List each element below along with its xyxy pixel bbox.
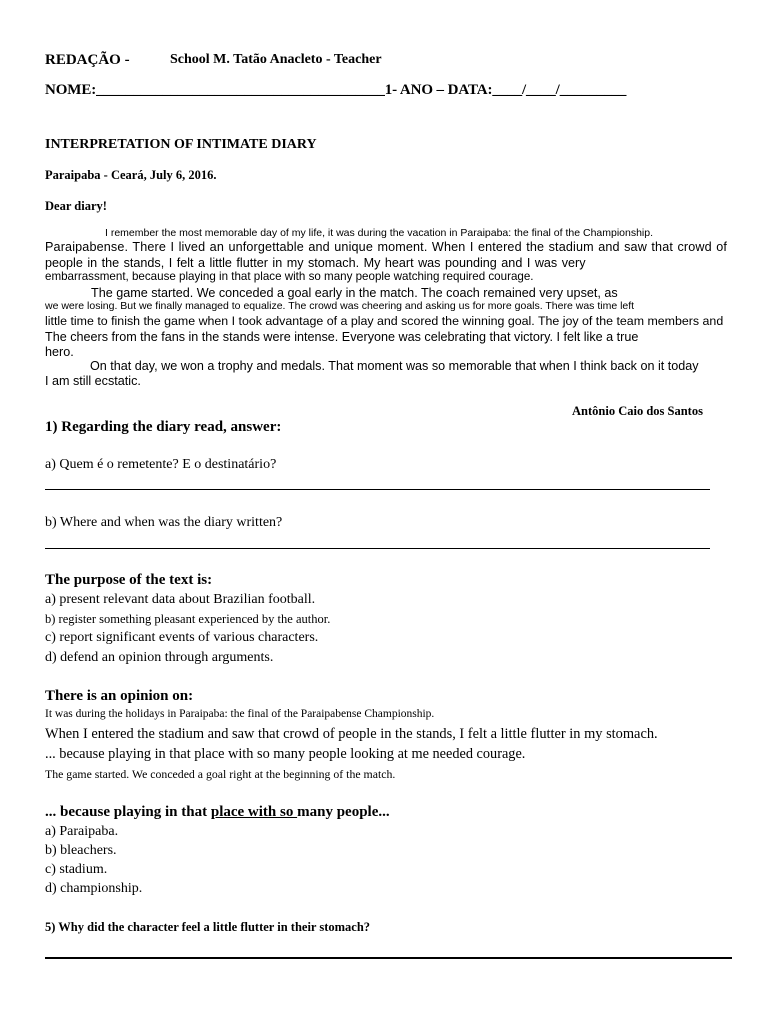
option-3c: ... because playing in that place with so many people looking at me needed courage. [45, 746, 526, 762]
option-4c: c) stadium. [45, 862, 108, 877]
diary-line: little time to finish the game when I took advantage of a play and scored the winning goal. The joy of the team members and [45, 314, 724, 328]
question-1b: b) Where and when was the diary written? [45, 515, 283, 530]
diary-line: people in the stands, I felt a little flutter in my stomach. My heart was pounding and I was very [45, 256, 586, 270]
option-3a: It was during the holidays in Paraipaba: the final of the Paraipabense Championship. [45, 708, 435, 720]
place-date: Paraipaba - Ceará, July 6, 2016. [45, 168, 217, 182]
option-2b: b) register something pleasant experienced by the author. [45, 612, 331, 626]
question-4-heading-pre: ... because playing in that [45, 804, 211, 820]
option-4a: a) Paraipaba. [45, 824, 119, 839]
diary-line: The cheers from the fans in the stands were intense. Everyone was celebrating that victory. I felt like a true [45, 330, 639, 344]
diary-line: Paraipabense. There I lived an unforgettable and unique moment. When I entered the stadium and saw that crowd of [45, 240, 728, 254]
diary-line: I am still ecstatic. [45, 374, 141, 388]
diary-line: I remember the most memorable day of my life, it was during the vacation in Paraipaba: the final of the Championship. [105, 227, 654, 239]
question-4-heading-post: many people... [297, 804, 390, 820]
question-4-heading-underlined: place with so [210, 804, 298, 820]
question-1-heading: 1) Regarding the diary read, answer: [45, 419, 282, 435]
option-3b: When I entered the stadium and saw that crowd of people in the stands, I felt a little flutter in my stomach. [45, 726, 658, 742]
question-5-heading: 5) Why did the character feel a little flutter in their stomach? [45, 920, 371, 934]
question-4-heading [45, 804, 390, 821]
option-3d: The game started. We conceded a goal right at the beginning of the match. [45, 767, 396, 781]
option-2d: d) defend an opinion through arguments. [45, 650, 274, 665]
diary-line: hero. [45, 345, 74, 359]
option-4b: b) bleachers. [45, 843, 117, 858]
diary-line: On that day, we won a trophy and medals. That moment was so memorable that when I think back on it today [90, 359, 699, 373]
option-2c: c) report significant events of various characters. [45, 630, 319, 645]
redacao-label: REDAÇÃO - [45, 52, 130, 68]
answer-line-1b[interactable] [45, 548, 710, 549]
author: Antônio Caio dos Santos [572, 404, 703, 418]
question-1a: a) Quem é o remetente? E o destinatário? [45, 457, 277, 472]
option-4d: d) championship. [45, 881, 143, 896]
greeting: Dear diary! [45, 199, 107, 213]
diary-line: The game started. We conceded a goal early in the match. The coach remained very upset, as [91, 286, 618, 300]
diary-line: we were losing. But we finally managed to equalize. The crowd was cheering and asking us for more goals. There was time left [45, 300, 635, 312]
question-3-heading: There is an opinion on: [45, 688, 194, 704]
name-date-line: NOME:_______________________________________1- ANO – DATA:____/____/_________ [45, 82, 627, 98]
page-title: INTERPRETATION OF INTIMATE DIARY [45, 137, 317, 152]
option-2a: a) present relevant data about Brazilian football. [45, 592, 316, 607]
diary-line: embarrassment, because playing in that place with so many people watching required courage. [45, 270, 534, 283]
answer-line-5[interactable] [45, 957, 732, 959]
question-2-heading: The purpose of the text is: [45, 572, 213, 588]
school-teacher-line: School M. Tatão Anacleto - Teacher [170, 52, 382, 67]
answer-line-1a[interactable] [45, 489, 710, 490]
